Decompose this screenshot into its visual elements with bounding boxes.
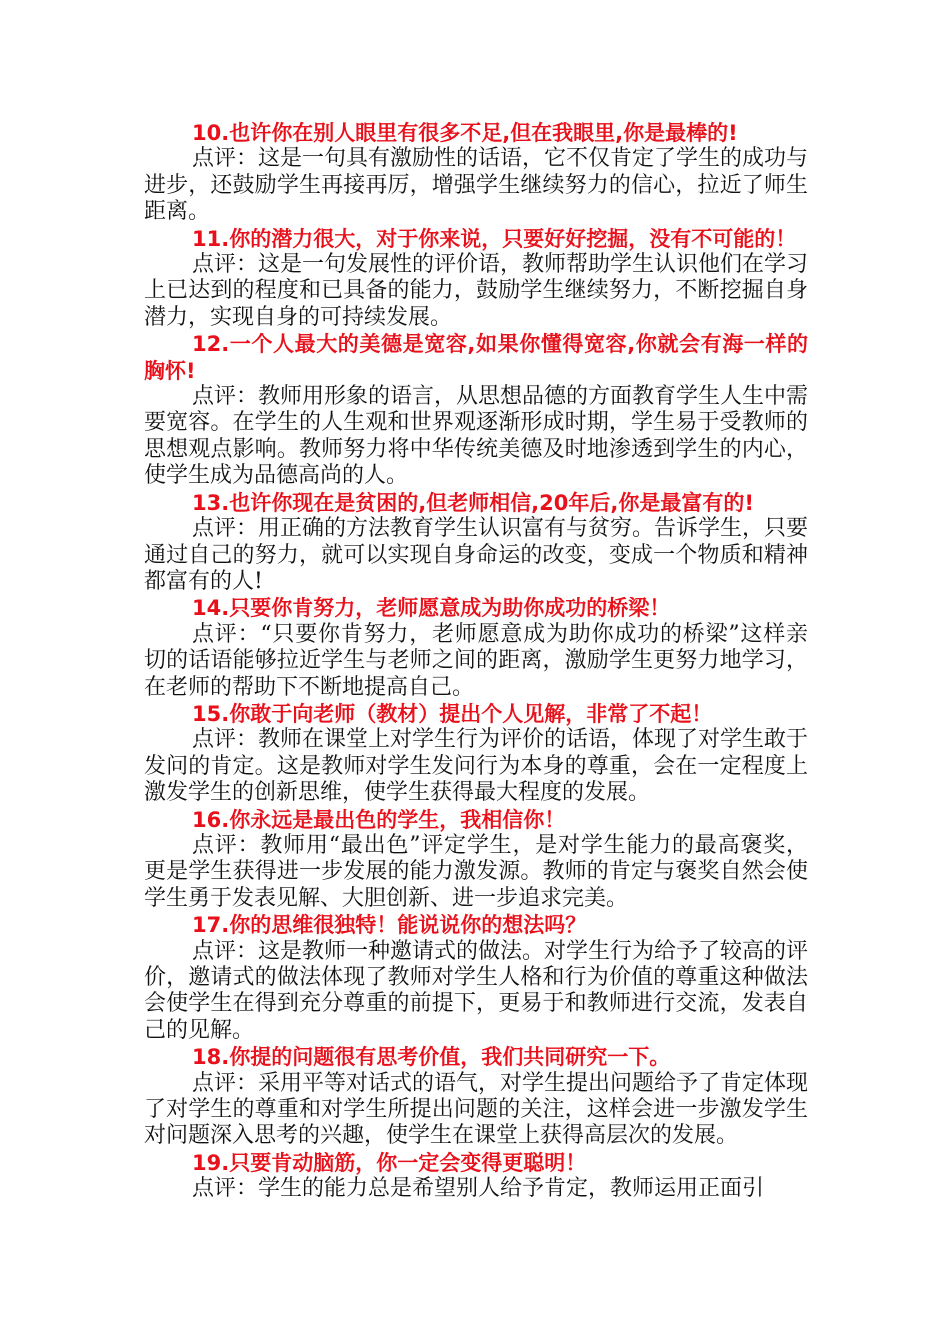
- entry-19: [144, 1150, 808, 1203]
- entry-heading: 12.一个人最大的美德是宽容,如果你懂得宽容,你就会有海一样的胸怀!: [144, 332, 808, 383]
- entry-comment: 点评：“只要你肯努力，老师愿意成为助你成功的桥梁”这样亲切的话语能够拉近学生与老师之间的距离，激励学生更努力地学习，在老师的帮助下不断地提高自己。: [144, 621, 808, 700]
- entry-comment: 点评：采用平等对话式的语气，对学生提出问题给予了肯定体现了对学生的尊重和对学生所提出问题的关注，这样会进一步激发学生对问题深入思考的兴趣，使学生在课堂上获得高层次的发展。: [144, 1070, 809, 1149]
- entry-comment: 点评：这是教师一种邀请式的做法。对学生行为给予了较高的评价，邀请式的做法体现了教师对学生人格和行为价值的尊重这种做法会使学生在得到充分尊重的前提下，更易于和教师进行交流，发表自己的见解。: [144, 938, 809, 1043]
- entry-11: [144, 226, 808, 332]
- entry-comment: 点评：用正确的方法教育学生认识富有与贫穷。告诉学生，只要通过自己的努力，就可以实现自身命运的改变，变成一个物质和精神都富有的人!: [144, 516, 809, 594]
- entry-heading: 15.你敢于向老师（教材）提出个人见解，非常了不起！: [192, 701, 713, 726]
- entry-heading: 13.也许你现在是贫困的,但老师相信,20年后,你是最富有的!: [192, 490, 754, 515]
- entry-16: [144, 807, 808, 913]
- entry-13: [144, 490, 808, 596]
- entry-comment: 点评：教师用形象的语言，从思想品德的方面教育学生人生中需要宽容。在学生的人生观和世界观逐渐形成时期，学生易于受教师的思想观点影响。教师努力将中华传统美德及时地渗透到学生的内心，使学生成为品德高尚的人。: [144, 384, 809, 489]
- entry-heading: 18.你提的问题很有思考价值，我们共同研究一下。: [192, 1045, 671, 1070]
- entry-comment: 点评：教师在课堂上对学生行为评价的话语，体现了对学生敢于发问的肯定。这是教师对学生发问行为本身的尊重，会在一定程度上激发学生的创新思维，使学生获得最大程度的发展。: [144, 727, 809, 806]
- entry-heading: 16.你永远是最出色的学生，我相信你！: [192, 807, 566, 832]
- entry-12: [144, 331, 808, 489]
- entry-comment: 点评：学生的能力总是希望别人给予肯定，教师运用正面引: [192, 1176, 765, 1202]
- entry-15: [144, 701, 808, 807]
- document-page: [144, 120, 808, 1203]
- entry-17: [144, 912, 808, 1044]
- entry-heading: 10.也许你在别人眼里有很多不足,但在我眼里,你是最棒的!: [192, 121, 738, 145]
- entry-heading: 11.你的潜力很大，对于你来说，只要好好挖掘，没有不可能的！: [192, 226, 797, 251]
- entry-comment: 点评：这是一句发展性的评价语，教师帮助学生认识他们在学习上已达到的程度和已具备的能力，鼓励学生继续努力，不断挖掘自身潜力，实现自身的可持续发展。: [144, 252, 809, 330]
- entry-18: [144, 1044, 808, 1150]
- entry-10: [144, 120, 808, 226]
- entry-14: [144, 595, 808, 701]
- entry-heading: 19.只要肯动脑筋，你一定会变得更聪明！: [192, 1150, 587, 1175]
- entry-comment: 点评：这是一句具有激励性的话语，它不仅肯定了学生的成功与进步，还鼓励学生再接再厉，增强学生继续努力的信心，拉近了师生距离。: [144, 146, 809, 225]
- entry-heading: 14.只要你肯努力，老师愿意成为助你成功的桥梁！: [192, 596, 671, 621]
- entry-heading: 17.你的思维很独特！能说说你的想法吗？: [192, 913, 587, 938]
- entry-comment: 点评：教师用“最出色”评定学生，是对学生能力的最高褒奖，更是学生获得进一步发展的能力激发源。教师的肯定与褒奖自然会使学生勇于发表见解、大胆创新、进一步追求完美。: [144, 832, 808, 911]
